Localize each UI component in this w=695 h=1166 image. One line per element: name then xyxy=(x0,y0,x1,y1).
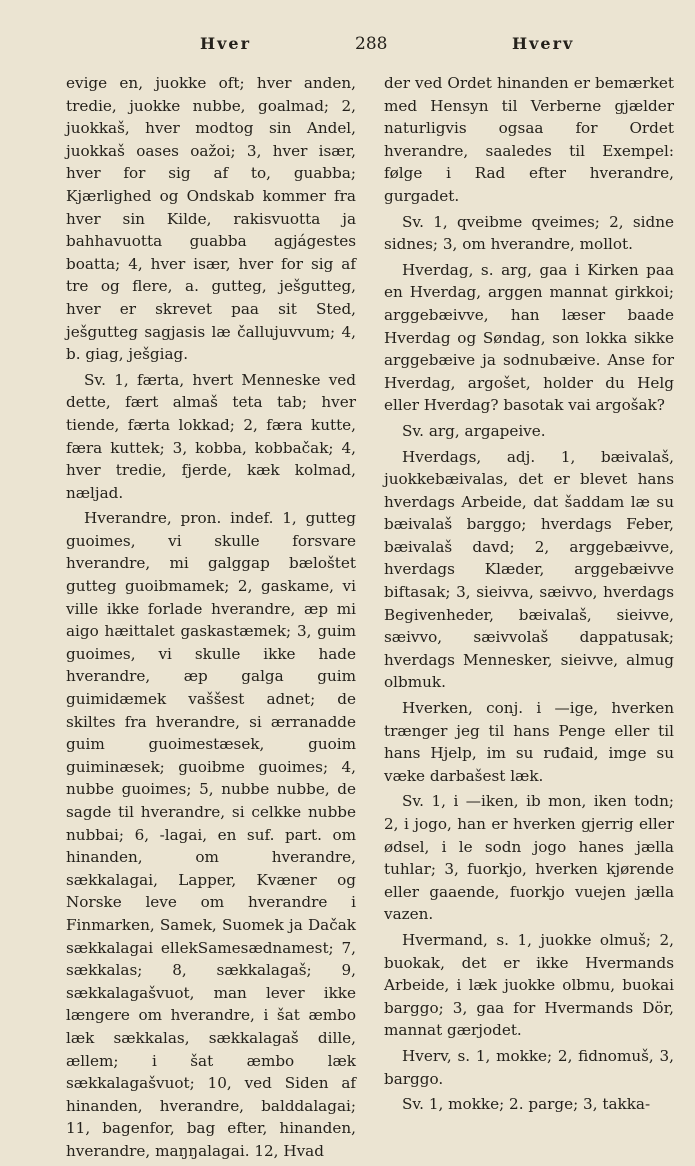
entry-paragraph: Sv. 1, i —iken, ib mon, iken todn; 2, i jogo, han er hverken gjerrig eller ødsel, i le sodn jogo hanes jælla tuhlar; 3, fuorkjo, hverken kjørende eller gaaende, fuorkjo vuejen jælla vazen. xyxy=(384,792,674,924)
entry-paragraph: Hverdag, s. arg, gaa i Kirken paa en Hverdag, arggen mannat girkkoi; arggebæivve, han læser baade Hverdag og Søndag, son lokka sikke arggebæive ja sodnubæive. Anse for Hverdag, argošet, holder du Helg eller Hverdag? basotak vai argošak? xyxy=(384,260,674,415)
entry-paragraph: Sv. 1, mokke; 2. parge; 3, takka- xyxy=(402,1095,651,1114)
entry-paragraph: Sv. 1, qveibme qveimes; 2, sidne sidnes; 3, om hverandre, mollot. xyxy=(384,212,674,254)
page-number: 288 xyxy=(355,34,388,54)
entry-paragraph: Hverken, conj. i —ige, hverken trænger jeg til hans Penge eller til hans Hjelp, im su ruđaid, imge su væke darbašest læk. xyxy=(384,699,674,785)
running-head-right: Hverv xyxy=(512,34,575,53)
entry-paragraph: Hverv, s. 1, mokke; 2, fidnomuš, 3, barggo. xyxy=(384,1046,674,1088)
entry-paragraph: Hverandre, pron. indef. 1, gutteg guoimes, vi skulle forsvare hverandre, mi galggap bæloštet gutteg guoibmamek; 2, gaskame, vi ville ikke forlade hverandre, æp mi aigo hæittalet gaskastæmek; 3, guim guoimes, vi skulle ikke hade hverandre, æp galga guim guimidæmek vaššest adnet; de skiltes fra hverandre, si ærranadde guim guoimestæsek, guoim guiminæsek; guoibme guoimes; 4, nubbe guoimes; 5, nubbe nubbe, de sagde til hverandre, si celkke nubbe nubbai; 6, -lagai, en suf. part. om hinanden, om hverandre, sækkalagai, Lapper, Kvæner og Norske leve om hverandre i Finmarken, Samek, Suomek ja Dačak sækkalagai ellekSamesædnamest; 7, sækkalas; 8, sækkalagaš; 9, sækkalagašvuot, man lever ikke længere om hverandre, i šat æmbo læk sækkalas, sækkalagaš dille, ællem; i šat æmbo læk sækkalagašvuot; 10, ved Siden af hinanden, hverandre, balddalagai; 11, bagenfor, bag efter, hinanden, hverandre, maŋŋalagai. 12, Hvad xyxy=(66,509,356,1160)
left-column xyxy=(66,72,356,1166)
right-column xyxy=(384,72,674,1119)
entry-paragraph: Sv. 1, færta, hvert Menneske ved dette, fært almaš teta tab; hver tiende, færta lokkad; 2, færa kutte, færa kuttek; 3, kobba, kobbačak; 4, hver tredie, fjerde, kæk kolmad, næljad. xyxy=(66,370,356,502)
running-head-left: Hver xyxy=(200,34,252,53)
entry-paragraph: der ved Ordet hinanden er bemærket med Hensyn til Verberne gjælder naturligvis ogsaa for Ordet hverandre, saaledes til Exempel: følge i Rad efter hverandre, gurgadet. xyxy=(384,74,674,205)
entry-paragraph: Sv. arg, argapeive. xyxy=(402,421,546,440)
entry-paragraph: evige en, juokke oft; hver anden, tredie, juokke nubbe, goalmad; 2, juokkaš, hver modtog sin Andel, juokkaš oases oažoi; 3, hver især, hver for sig af to, guabba; Kjærlighed og Ondskab kommer fra hver sin Kilde, rakisvuotta ja bahhavuotta guabba agjágestes boatta; 4, hver især, hver for sig af tre og flere, a. gutteg, ješgutteg, hver er skrevet paa sit Sted, ješgutteg sagjasis læ čallujuvvum; 4, b. giag, ješgiag. xyxy=(66,74,356,364)
entry-paragraph: Hvermand, s. 1, juokke olmuš; 2, buokak, det er ikke Hvermands Arbeide, i læk juokke olbmu, buokai barggo; 3, gaa for Hvermands Dör, mannat gærjodet. xyxy=(384,930,674,1040)
entry-paragraph: Hverdags, adj. 1, bæivalaš, juokkebæivalas, det er blevet hans hverdags Arbeide, dat šaddam læ su bæivalaš barggo; hverdags Feber, bæivalaš davd; 2, arggebæivve, hverdags Klæder, arggebæivve biftasak; 3, sieivva, sæivvo, hverdags Begivenheder, bæivalaš, sieivve, sæivvo, sæivvolaš dappatusak; hverdags Mennesker, sieivve, almug olbmuk. xyxy=(384,447,674,692)
